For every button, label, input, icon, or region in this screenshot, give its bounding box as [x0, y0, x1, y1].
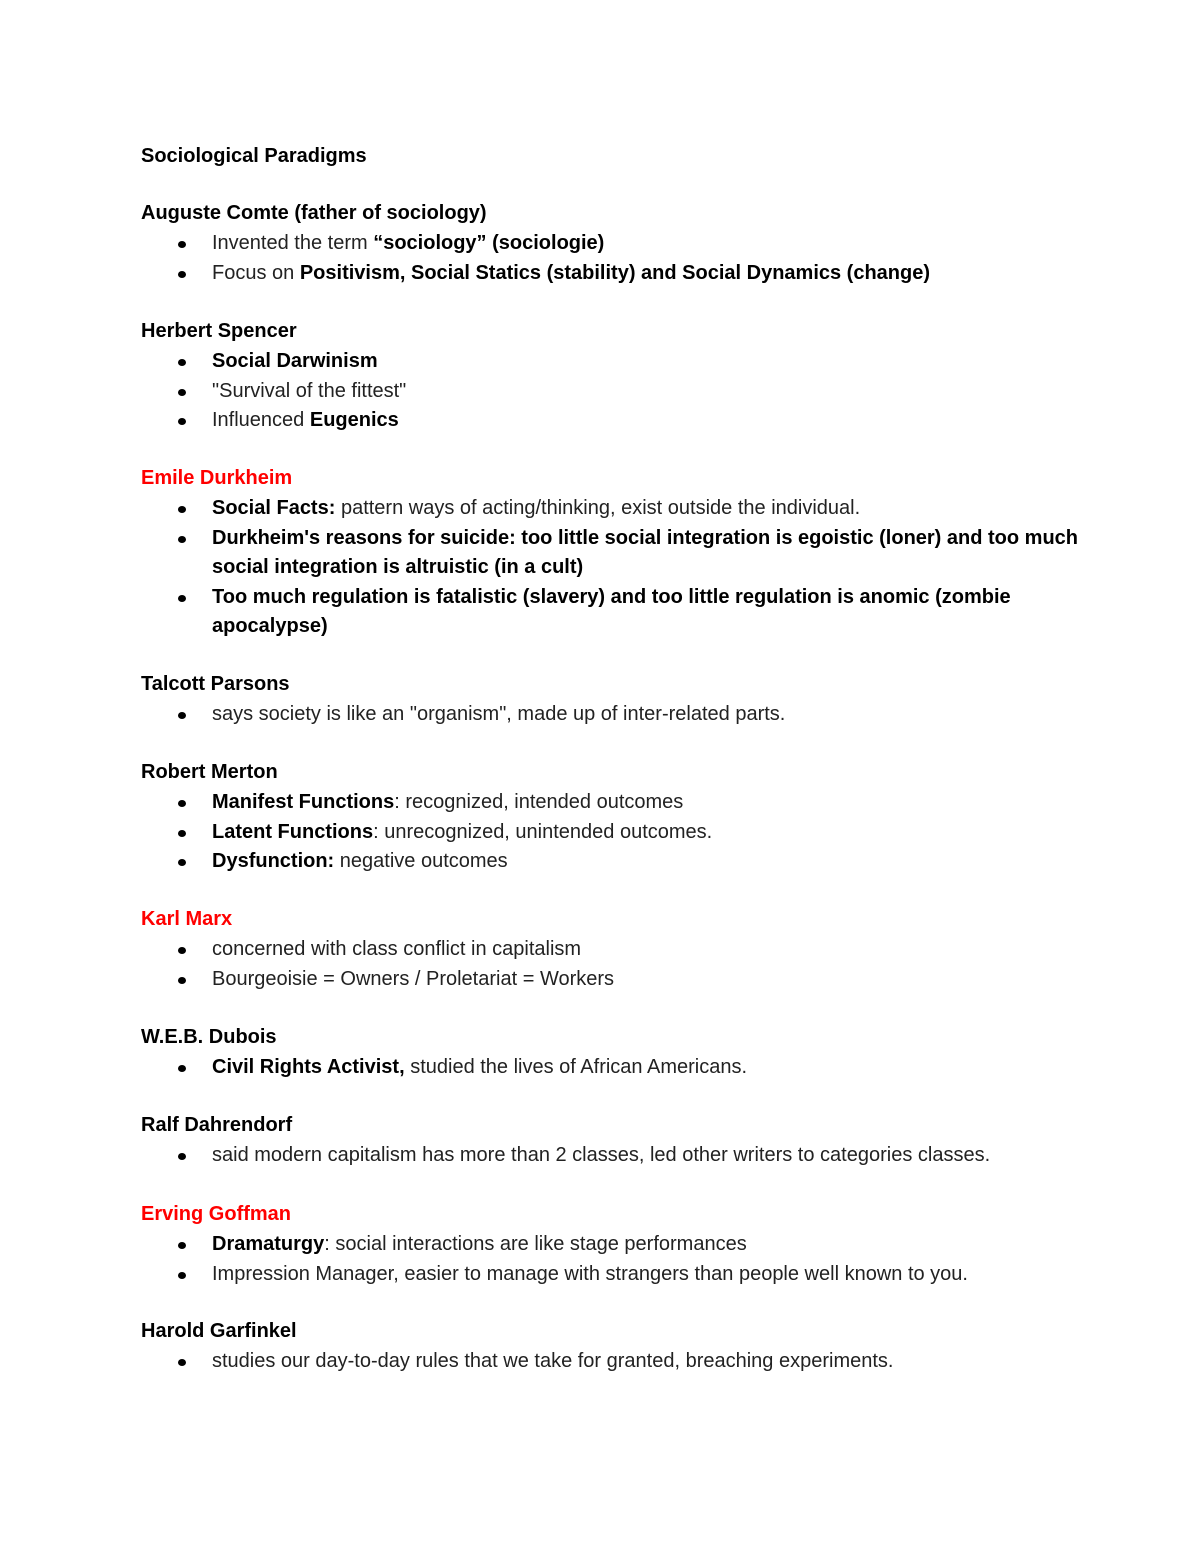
bullet-icon	[178, 977, 186, 984]
bullet-icon	[178, 506, 186, 513]
bullet-icon	[178, 830, 186, 837]
bullet-list	[141, 1141, 1081, 1171]
bullet-icon	[178, 389, 186, 396]
list-item: Dramaturgy: social interactions are like stage performances	[141, 1230, 1081, 1260]
bullet-icon	[178, 359, 186, 366]
bullet-list	[141, 1230, 1081, 1289]
section-merton	[141, 759, 1081, 877]
list-item: studies our day-to-day rules that we take for granted, breaching experiments.	[141, 1347, 1081, 1377]
bullet-icon	[178, 800, 186, 807]
section-durkheim	[141, 465, 1081, 642]
list-item: Influenced Eugenics	[141, 406, 1081, 436]
section-heading: Talcott Parsons	[141, 673, 290, 695]
list-item: Invented the term “sociology” (sociologie)	[141, 229, 1081, 259]
bullet-list	[141, 935, 1081, 994]
section-heading: Karl Marx	[141, 908, 233, 930]
section-heading: Harold Garfinkel	[141, 1320, 297, 1342]
list-item: Too much regulation is fatalistic (slavery) and too little regulation is anomic (zombie apocalypse)	[141, 583, 1081, 642]
list-item: Focus on Positivism, Social Statics (stability) and Social Dynamics (change)	[141, 259, 1081, 289]
section-goffman	[141, 1201, 1081, 1289]
section-dubois	[141, 1024, 1081, 1083]
bullet-icon	[178, 859, 186, 866]
list-item: Social Facts: pattern ways of acting/thinking, exist outside the individual.	[141, 494, 1081, 524]
list-item: Bourgeoisie = Owners / Proletariat = Workers	[141, 965, 1081, 995]
list-item: Impression Manager, easier to manage with strangers than people well known to you.	[141, 1260, 1081, 1290]
list-item: Latent Functions: unrecognized, unintended outcomes.	[141, 818, 1081, 848]
bullet-icon	[178, 418, 186, 425]
bullet-icon	[178, 1272, 186, 1279]
list-item: Civil Rights Activist, studied the lives of African Americans.	[141, 1053, 1081, 1083]
list-item: said modern capitalism has more than 2 classes, led other writers to categories classes.	[141, 1141, 1081, 1171]
list-item: concerned with class conflict in capitalism	[141, 935, 1081, 965]
bullet-icon	[178, 595, 186, 602]
list-item: Social Darwinism	[141, 347, 1081, 377]
bullet-icon	[178, 536, 186, 543]
section-heading: Auguste Comte (father of sociology)	[141, 202, 487, 224]
section-heading: Erving Goffman	[141, 1203, 292, 1225]
list-item: "Survival of the fittest"	[141, 377, 1081, 407]
list-item: Dysfunction: negative outcomes	[141, 847, 1081, 877]
bullet-icon	[178, 1065, 186, 1072]
bullet-list	[141, 1053, 1081, 1083]
bullet-icon	[178, 271, 186, 278]
section-heading: W.E.B. Dubois	[141, 1026, 277, 1048]
section-garfinkel	[141, 1318, 1081, 1377]
document-title: Sociological Paradigms	[141, 145, 367, 167]
bullet-list	[141, 788, 1081, 877]
bullet-list	[141, 347, 1081, 436]
list-item: Manifest Functions: recognized, intended outcomes	[141, 788, 1081, 818]
section-heading: Ralf Dahrendorf	[141, 1114, 293, 1136]
bullet-icon	[178, 1359, 186, 1366]
section-heading: Herbert Spencer	[141, 320, 297, 342]
section-heading: Robert Merton	[141, 761, 278, 783]
bullet-icon	[178, 947, 186, 954]
bullet-list	[141, 700, 1081, 730]
list-item: Durkheim's reasons for suicide: too little social integration is egoistic (loner) and too much social integration is altruistic (in a cult)	[141, 524, 1081, 583]
bullet-list	[141, 494, 1081, 642]
bullet-list	[141, 1347, 1081, 1377]
bullet-icon	[178, 712, 186, 719]
bullet-icon	[178, 1242, 186, 1249]
section-marx	[141, 906, 1081, 994]
bullet-icon	[178, 241, 186, 248]
list-item: says society is like an "organism", made up of inter-related parts.	[141, 700, 1081, 730]
section-parsons	[141, 671, 1081, 730]
section-dahrendorf	[141, 1112, 1081, 1171]
section-comte	[141, 200, 1081, 288]
bullet-icon	[178, 1153, 186, 1160]
section-spencer	[141, 318, 1081, 436]
bullet-list	[141, 229, 1081, 288]
section-heading: Emile Durkheim	[141, 467, 293, 489]
